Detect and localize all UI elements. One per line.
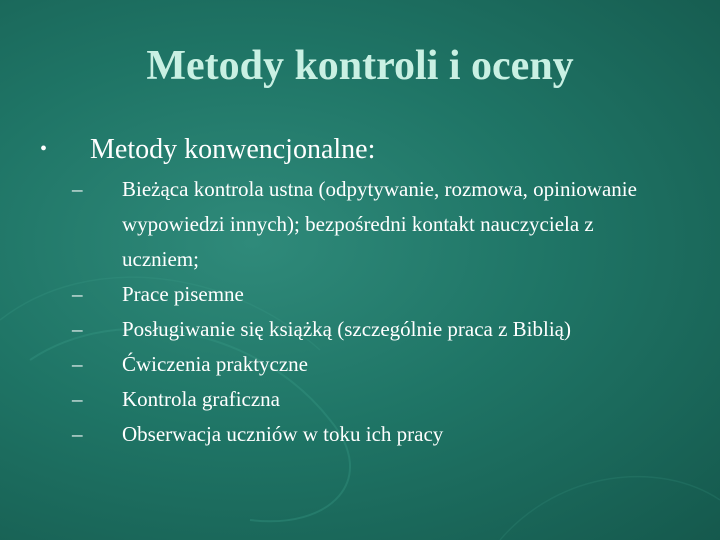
list-item — [72, 382, 672, 417]
dash-marker: – — [72, 387, 83, 411]
list-item-text: Kontrola graficzna — [122, 387, 281, 411]
list-item-text: Posługiwanie się książką (szczególnie praca z Biblią) — [122, 317, 571, 341]
list-item — [72, 172, 672, 277]
list-item — [72, 347, 672, 382]
list-item-text: Obserwacja uczniów w toku ich pracy — [122, 422, 444, 446]
bullet-dot-icon: • — [40, 138, 48, 160]
list-item-text: Ćwiczenia praktyczne — [122, 352, 308, 376]
dash-marker: – — [72, 282, 83, 306]
dash-marker: – — [72, 177, 83, 201]
list-item-text: Prace pisemne — [122, 282, 244, 306]
list-item-text: Bieżąca kontrola ustna (odpytywanie, rozmowa, opiniowanie wypowiedzi innych); bezpośredni kontakt nauczyciela z uczniem; — [122, 177, 637, 271]
list-item — [72, 277, 672, 312]
main-bullet-label: Metody konwencjonalne: — [90, 134, 376, 165]
dash-marker: – — [72, 352, 83, 376]
list-item — [72, 312, 672, 347]
slide-title: Metody kontroli i oceny — [146, 43, 574, 89]
dash-marker: – — [72, 422, 83, 446]
list-item — [72, 417, 672, 452]
sub-bullet-list — [72, 172, 672, 452]
dash-marker: – — [72, 317, 83, 341]
